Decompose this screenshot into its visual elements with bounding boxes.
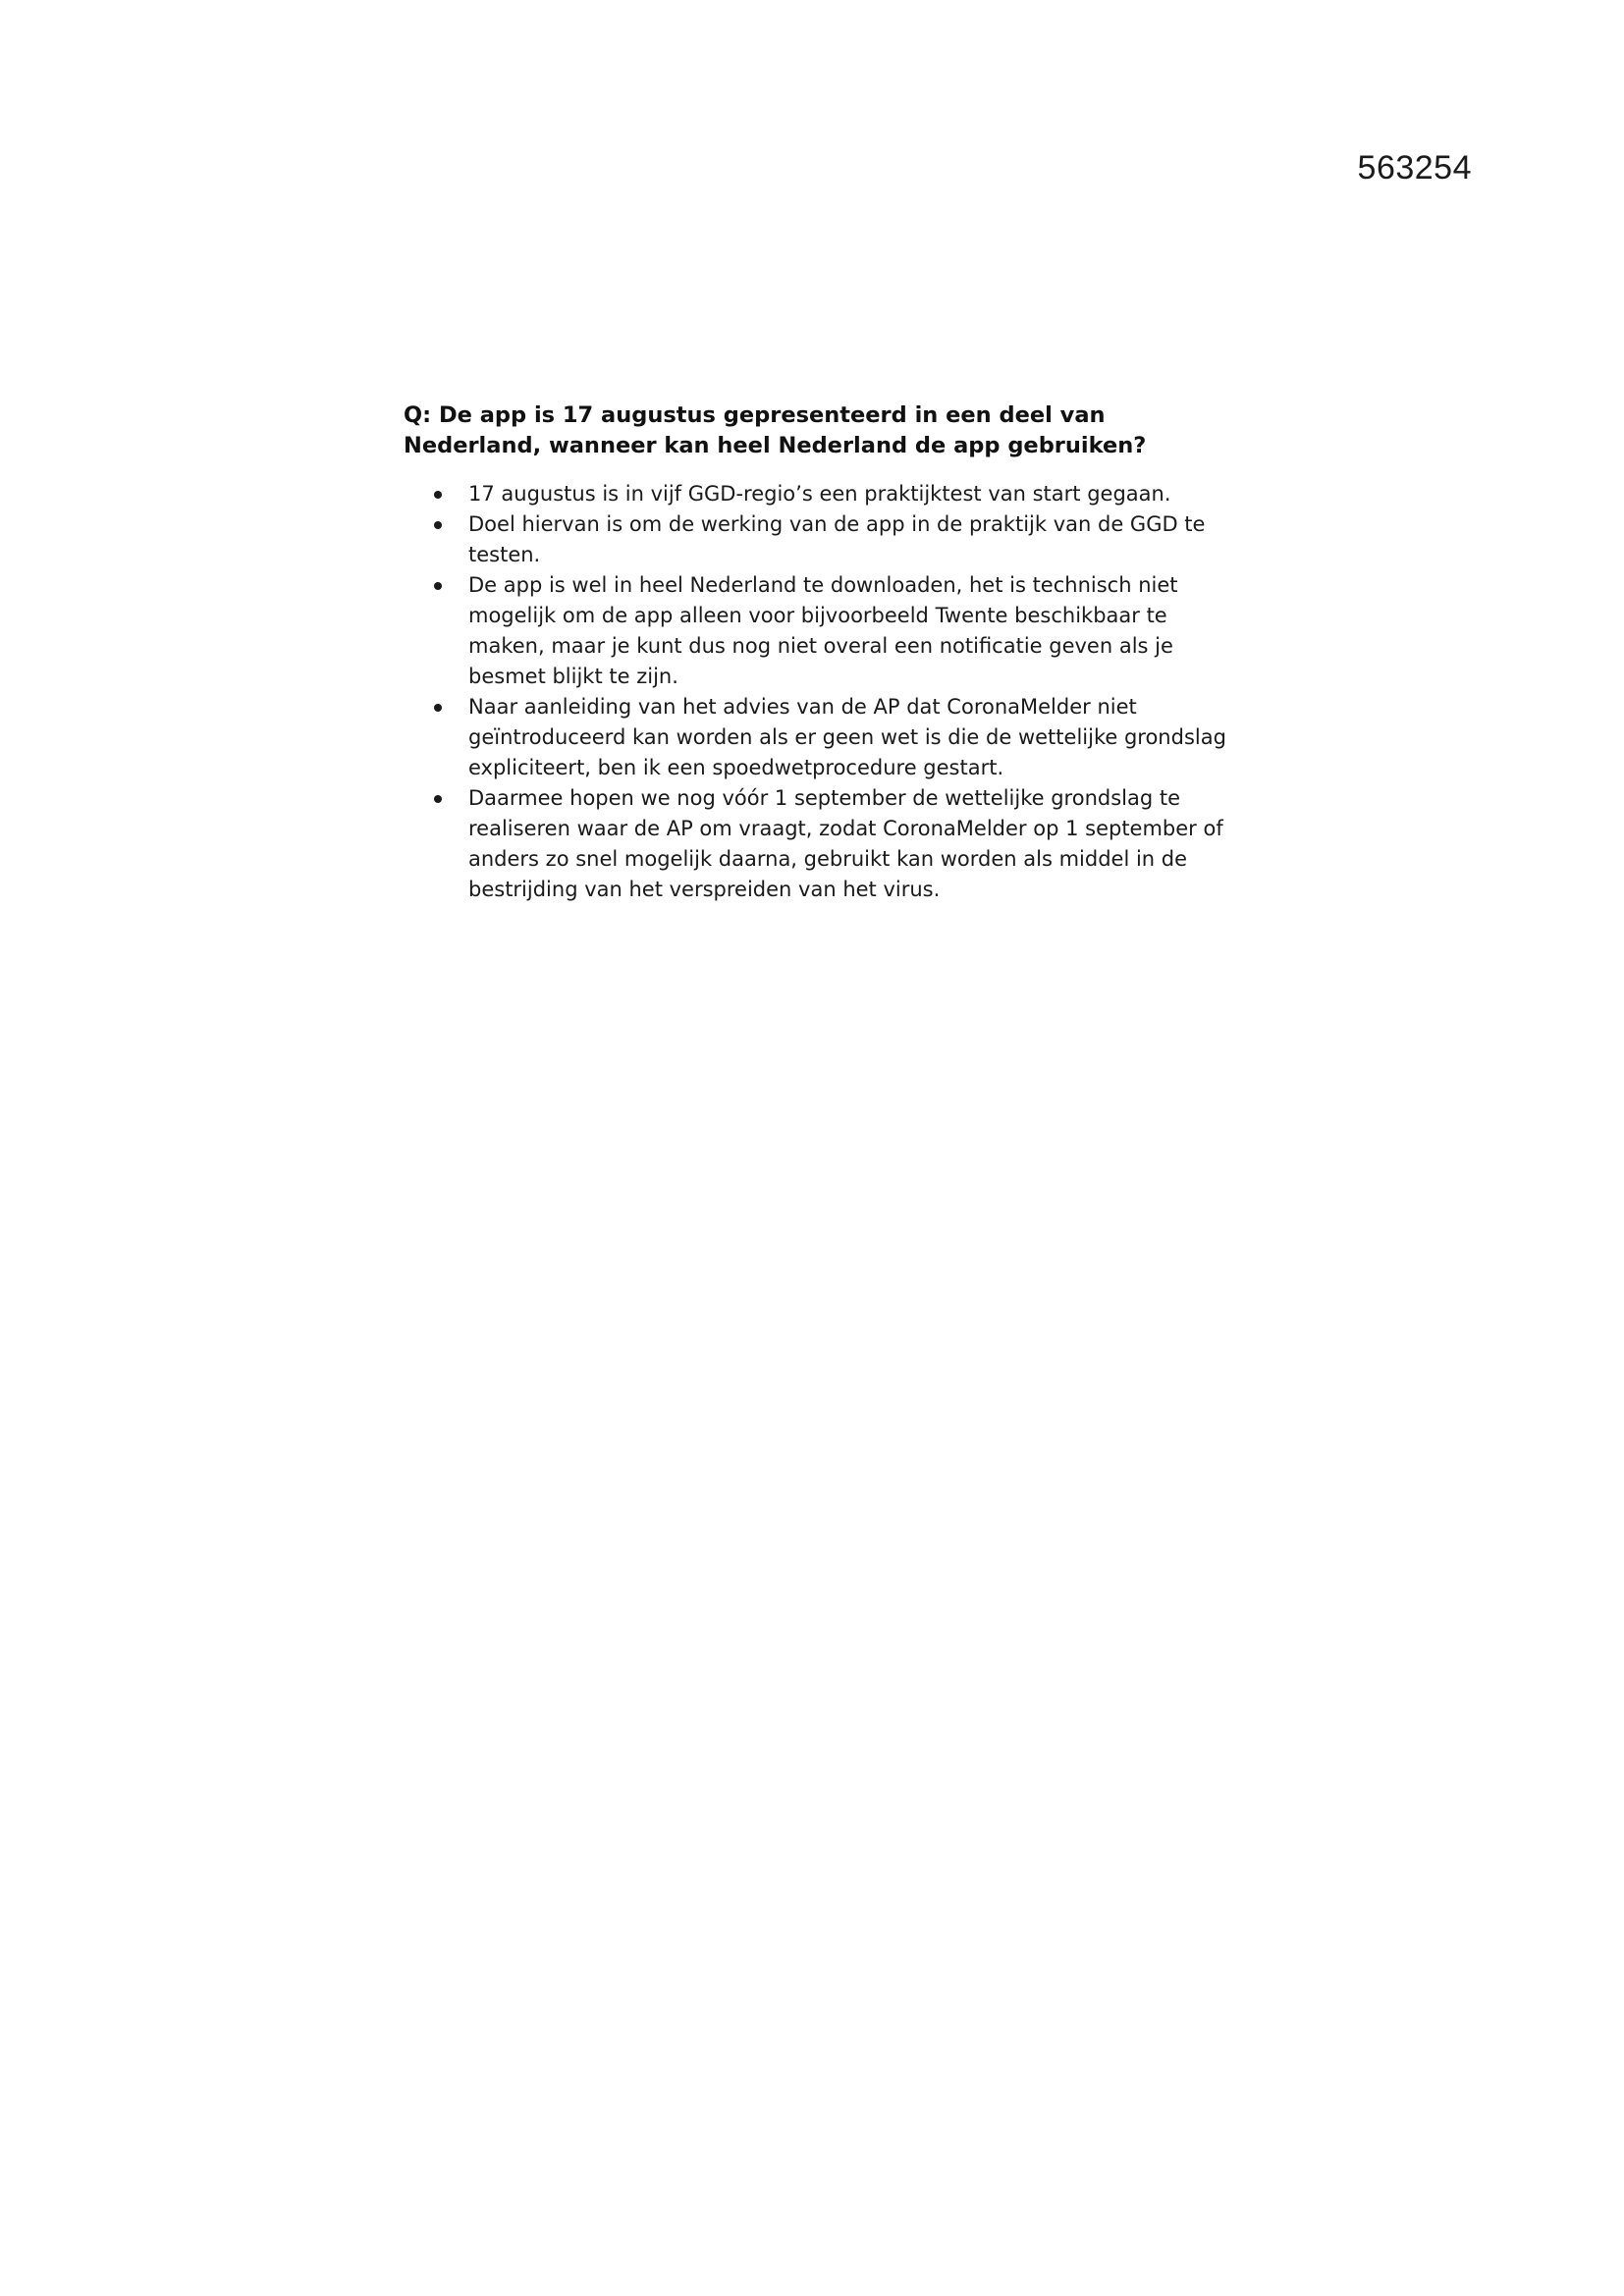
document-number: 563254: [1357, 149, 1472, 187]
question-heading: Q: De app is 17 augustus gepresenteerd in een deel van Nederland, wanneer kan heel Nederland de app gebruiken?: [404, 402, 1147, 458]
list-item: [404, 479, 1238, 509]
list-item-text: 17 augustus is in vijf GGD-regio’s een praktijktest van start gegaan.: [468, 482, 1171, 506]
list-item: [404, 692, 1238, 783]
bullet-icon: [434, 795, 442, 803]
list-item: [404, 509, 1238, 570]
bullet-icon: [434, 521, 442, 529]
bullet-icon: [434, 491, 442, 499]
list-item-text: Naar aanleiding van het advies van de AP dat CoronaMelder niet geïntroduceerd kan worden als er geen wet is die de wettelijke grondslag expliciteert, ben ik een spoedwetprocedure gestart.: [468, 695, 1226, 779]
list-item: [404, 570, 1238, 692]
answer-list: [404, 479, 1238, 905]
document-body: [404, 400, 1238, 905]
bullet-icon: [434, 704, 442, 712]
bullet-icon: [434, 582, 442, 590]
list-item-text: Daarmee hopen we nog vóór 1 september de wettelijke grondslag te realiseren waar de AP om vraagt, zodat CoronaMelder op 1 september of anders zo snel mogelijk daarna, gebruikt kan worden als middel in de bestrijding van het verspreiden van het virus.: [468, 786, 1223, 901]
list-item-text: Doel hiervan is om de werking van de app in de praktijk van de GGD te testen.: [468, 512, 1206, 566]
list-item: [404, 783, 1238, 905]
list-item-text: De app is wel in heel Nederland te downloaden, het is technisch niet mogelijk om de app alleen voor bijvoorbeeld Twente beschikbaar te maken, maar je kunt dus nog niet overal een notificatie geven als je besmet blijkt te zijn.: [468, 573, 1178, 688]
